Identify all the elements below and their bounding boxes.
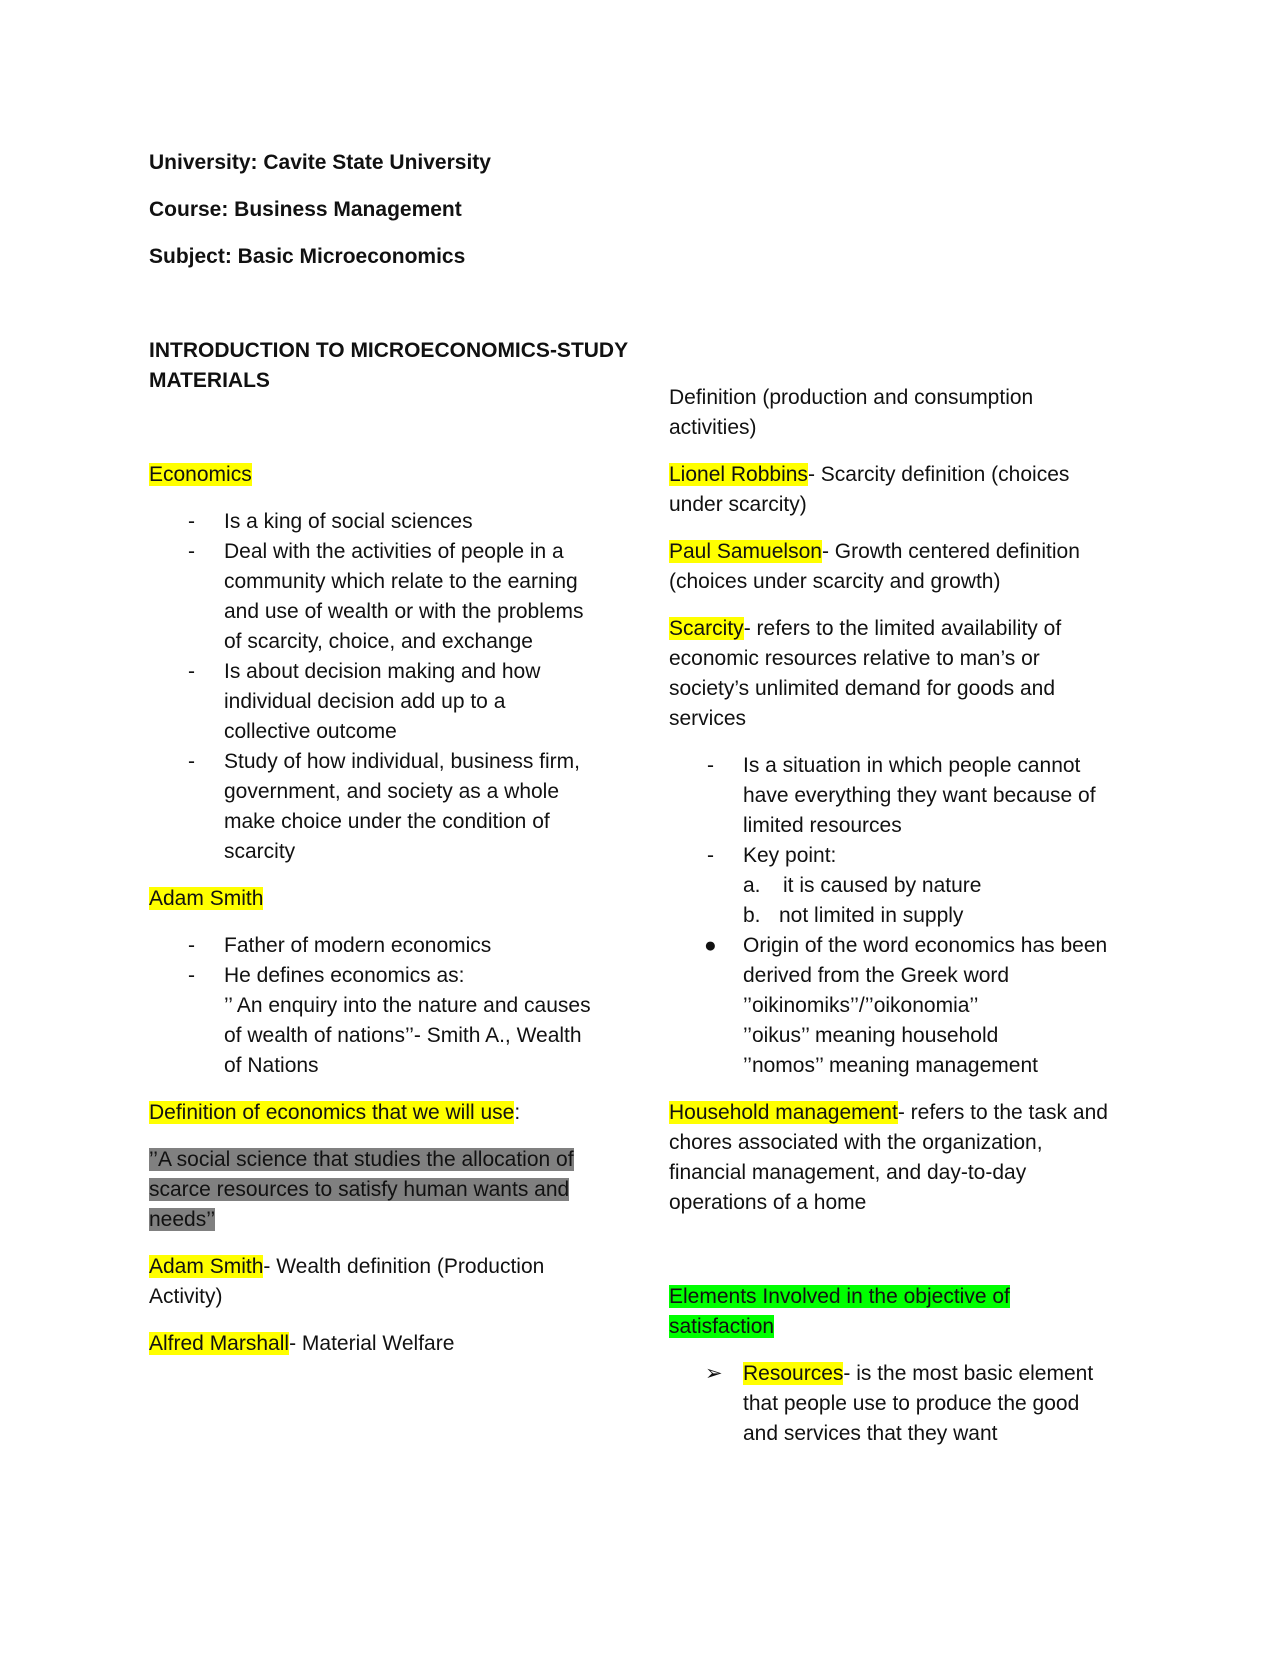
adam-item-2-line-3: of wealth of nations’’- Smith A., Wealth: [224, 1024, 582, 1047]
scarcity-item-1-line-1: Is a situation in which people cannot: [743, 754, 1081, 777]
economics-item-3-line-1: Is about decision making and how: [224, 660, 541, 683]
round-bullet-icon: ●: [704, 934, 717, 957]
elements-heading-line-1: Elements Involved in the objective of: [669, 1285, 1010, 1308]
samuelson-definition-line-2: (choices under scarcity and growth): [669, 570, 1001, 593]
doc-title-line-1: INTRODUCTION TO MICROECONOMICS-STUDY: [149, 339, 629, 362]
dash-bullet-icon: -: [188, 540, 195, 563]
arrow-bullet-icon: ➢: [705, 1362, 723, 1385]
economics-item-4-line-1: Study of how individual, business firm,: [224, 750, 581, 773]
dash-bullet-icon: -: [188, 510, 195, 533]
household-definition: Household management- refers to the task and: [669, 1101, 1108, 1124]
marshall-continued-line-2: activities): [669, 416, 757, 439]
dash-bullet-icon: -: [188, 750, 195, 773]
resources-definition-line-2: that people use to produce the good: [743, 1392, 1080, 1415]
household-definition-line-3: financial management, and day-to-day: [669, 1161, 1027, 1184]
definition-quote-line-3: needs’’: [149, 1208, 216, 1231]
dash-bullet-icon: -: [188, 660, 195, 683]
keypoint-letter-b: b.: [743, 904, 761, 927]
scarcity-definition-line-2: economic resources relative to man’s or: [669, 647, 1040, 670]
alfred-marshall-definition: Alfred Marshall- Material Welfare: [149, 1332, 455, 1355]
keypoint-b-text: not limited in supply: [779, 904, 964, 927]
resources-definition-line-3: and services that they want: [743, 1422, 998, 1445]
marshall-continued-line-1: Definition (production and consumption: [669, 386, 1034, 409]
economics-item-2-line-4: of scarcity, choice, and exchange: [224, 630, 533, 653]
economics-heading: Economics: [149, 463, 252, 486]
household-definition-line-2: chores associated with the organization,: [669, 1131, 1043, 1154]
samuelson-definition: Paul Samuelson- Growth centered definition: [669, 540, 1080, 563]
economics-item-2-line-2: community which relate to the earning: [224, 570, 578, 593]
adam-item-2-line-2: ’’ An enquiry into the nature and causes: [224, 994, 591, 1017]
economics-item-4-line-3: make choice under the condition of: [224, 810, 550, 833]
scarcity-item-1-line-2: have everything they want because of: [743, 784, 1096, 807]
scarcity-definition: Scarcity- refers to the limited availability of: [669, 617, 1062, 640]
robbins-definition: Lionel Robbins- Scarcity definition (choices: [669, 463, 1070, 486]
keypoint-letter-a: a.: [743, 874, 761, 897]
scarcity-definition-line-3: society’s unlimited demand for goods and: [669, 677, 1056, 700]
course-line: Course: Business Management: [149, 198, 462, 221]
economics-item-1: Is a king of social sciences: [224, 510, 473, 533]
subject-line: Subject: Basic Microeconomics: [149, 245, 466, 268]
origin-line-1: Origin of the word economics has been: [743, 934, 1108, 957]
origin-line-4: ’’oikus’’ meaning household: [743, 1024, 999, 1047]
household-definition-line-4: operations of a home: [669, 1191, 867, 1214]
economics-item-2-line-3: and use of wealth or with the problems: [224, 600, 584, 623]
definition-quote-line-1: ’’A social science that studies the allocation of: [149, 1148, 574, 1171]
dash-bullet-icon: -: [707, 754, 714, 777]
adam-item-2-line-1: He defines economics as:: [224, 964, 465, 987]
dash-bullet-icon: -: [188, 964, 195, 987]
adam-item-1: Father of modern economics: [224, 934, 492, 957]
key-point-label: Key point:: [743, 844, 837, 867]
economics-item-3-line-2: individual decision add up to a: [224, 690, 506, 713]
definition-quote-line-2: scarce resources to satisfy human wants and: [149, 1178, 570, 1201]
elements-heading-line-2: satisfaction: [669, 1315, 775, 1338]
origin-line-5: ’’nomos’’ meaning management: [743, 1054, 1038, 1077]
economics-item-3-line-3: collective outcome: [224, 720, 397, 743]
economics-item-4-line-4: scarcity: [224, 840, 296, 863]
dash-bullet-icon: -: [707, 844, 714, 867]
definition-heading: Definition of economics that we will use:: [149, 1101, 521, 1124]
origin-line-2: derived from the Greek word: [743, 964, 1010, 987]
adam-smith-heading: Adam Smith: [149, 887, 264, 910]
dash-bullet-icon: -: [188, 934, 195, 957]
doc-title-line-2: MATERIALS: [149, 369, 270, 392]
adam-smith-definition-line-2: Activity): [149, 1285, 223, 1308]
economics-item-2-line-1: Deal with the activities of people in a: [224, 540, 564, 563]
university-line: University: Cavite State University: [149, 151, 491, 174]
resources-definition: Resources- is the most basic element: [743, 1362, 1094, 1385]
robbins-definition-line-2: under scarcity): [669, 493, 807, 516]
adam-item-2-line-4: of Nations: [224, 1054, 319, 1077]
economics-item-4-line-2: government, and society as a whole: [224, 780, 560, 803]
origin-line-3: ’’oikinomiks’’/’’oikonomia’’: [743, 994, 979, 1017]
scarcity-item-1-line-3: limited resources: [743, 814, 902, 837]
keypoint-a-text: it is caused by nature: [783, 874, 982, 897]
scarcity-definition-line-4: services: [669, 707, 747, 730]
adam-smith-definition: Adam Smith- Wealth definition (Production: [149, 1255, 545, 1278]
